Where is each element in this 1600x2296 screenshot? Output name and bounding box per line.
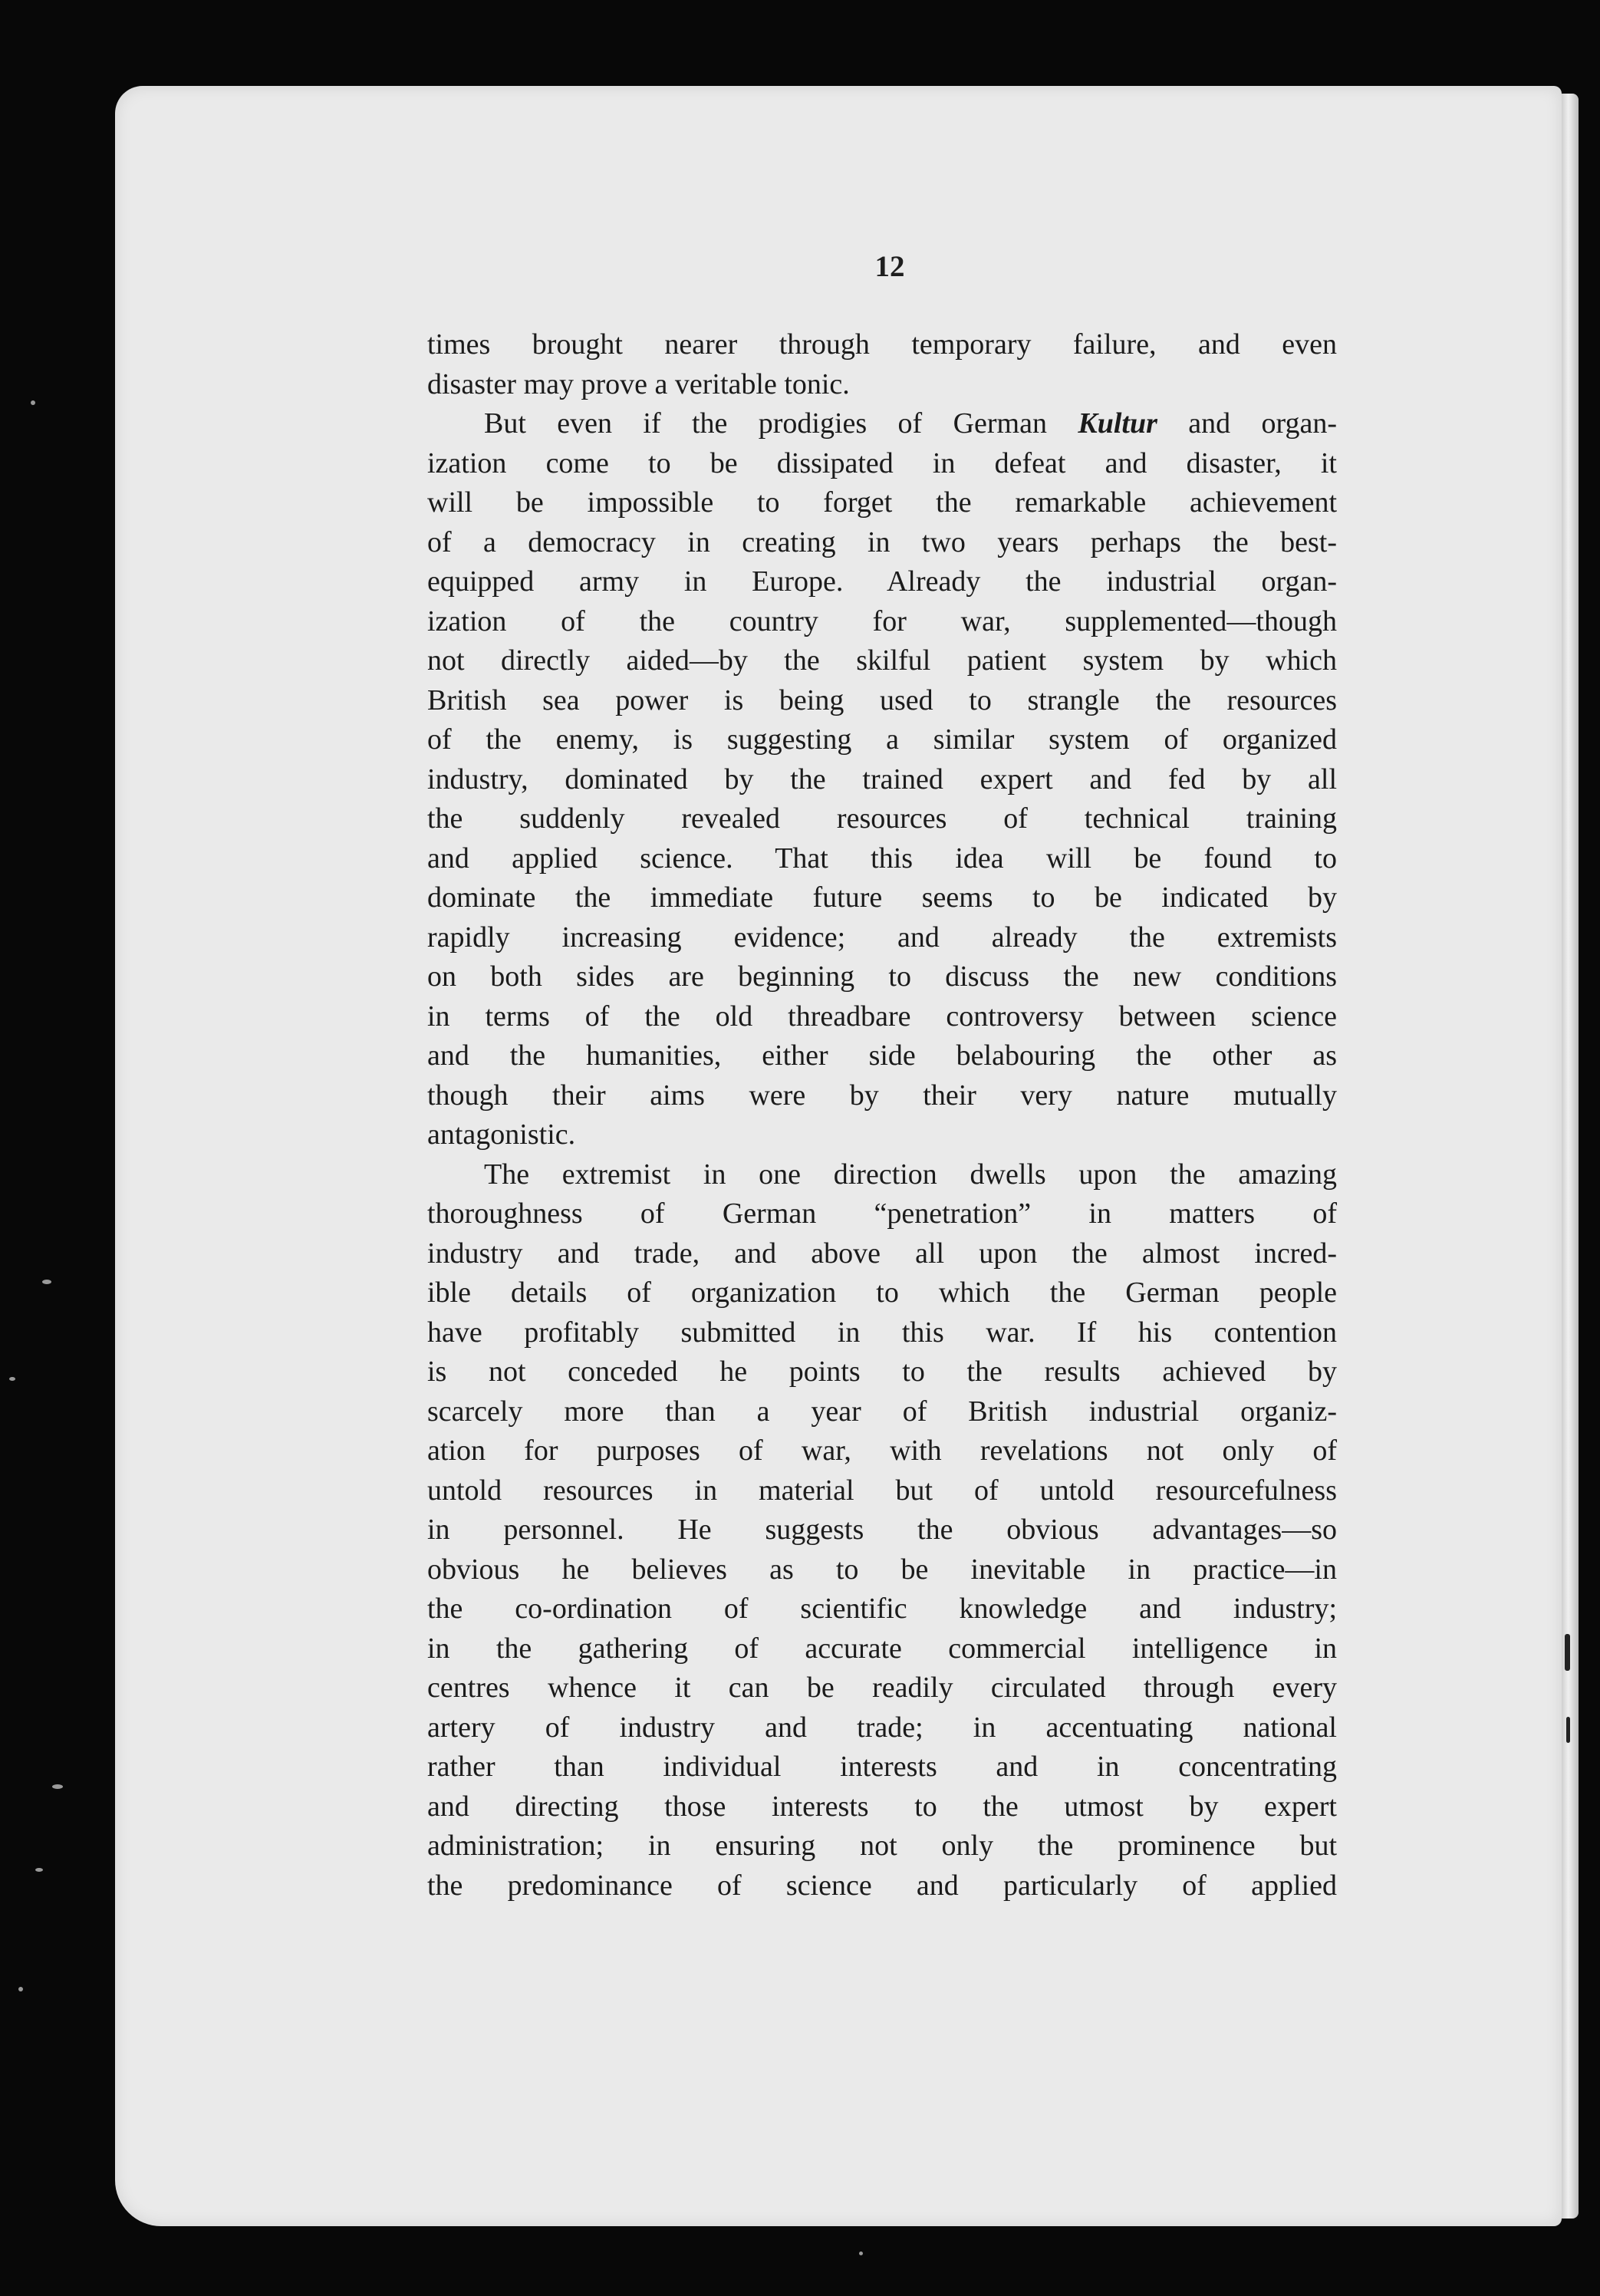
text-line: the predominance of science and particularly of applied <box>427 1869 1337 1902</box>
text-fragment: But even if the prodigies of German <box>484 407 1047 440</box>
text-line: untold resources in material but of untold resourcefulness <box>427 1474 1337 1507</box>
scan-speck <box>52 1784 63 1789</box>
text-line: will be impossible to forget the remarkable achievement <box>427 486 1337 519</box>
text-line: equipped army in Europe. Already the industrial organ- <box>427 565 1337 598</box>
text-line: of the enemy, is suggesting a similar system of organized <box>427 723 1337 756</box>
text-line: thoroughness of German “penetration” in matters of <box>427 1197 1337 1230</box>
text-line: obvious he believes as to be inevitable in practice—in <box>427 1553 1337 1586</box>
text-line: not directly aided—by the skilful patient system by which <box>427 644 1337 677</box>
scan-speck <box>35 1868 43 1872</box>
text-line: rather than individual interests and in concentrating <box>427 1751 1337 1783</box>
text-fragment: and organ- <box>1188 407 1337 440</box>
binding-mark <box>1566 1717 1570 1743</box>
text-line: in the gathering of accurate commercial intelligence in <box>427 1632 1337 1665</box>
text-line: of a democracy in creating in two years perhaps the best- <box>427 525 1337 558</box>
body-text <box>427 325 1337 1906</box>
page-number: 12 <box>874 250 905 283</box>
text-line: artery of industry and trade; in accentuating national <box>427 1711 1337 1744</box>
scan-speck <box>31 400 35 405</box>
text-line: the co-ordination of scientific knowledge and industry; <box>427 1593 1337 1625</box>
text-line <box>427 404 1337 444</box>
text-line: disaster may prove a veritable tonic. <box>427 367 850 400</box>
page-edge <box>1562 94 1579 2219</box>
text-line: on both sides are beginning to discuss the new conditions <box>427 960 1337 993</box>
text-line: and applied science. That this idea will be found to <box>427 842 1337 875</box>
text-line: in personnel. He suggests the obvious advantages—so <box>427 1514 1337 1546</box>
scan-speck <box>859 2252 863 2255</box>
text-line: British sea power is being used to strangle the resources <box>427 684 1337 716</box>
text-line: have profitably submitted in this war. If his contention <box>427 1316 1337 1349</box>
text-line: The extremist in one direction dwells upon the amazing <box>484 1158 1337 1191</box>
scan-speck <box>9 1377 15 1381</box>
scan-speck <box>42 1280 51 1284</box>
text-line: and directing those interests to the utmost by expert <box>427 1790 1337 1823</box>
text-line: though their aims were by their very nature mutually <box>427 1079 1337 1112</box>
text-line: rapidly increasing evidence; and already the extremists <box>427 921 1337 954</box>
text-line: scarcely more than a year of British industrial organiz- <box>427 1395 1337 1428</box>
text-line: and the humanities, either side belabouring the other as <box>427 1039 1337 1072</box>
text-line: industry and trade, and above all upon the almost incred- <box>427 1237 1337 1270</box>
text-line: ible details of organization to which the German people <box>427 1276 1337 1309</box>
text-line: in terms of the old threadbare controversy between science <box>427 1000 1337 1033</box>
text-line: ization come to be dissipated in defeat and disaster, it <box>427 446 1337 479</box>
text-line: the suddenly revealed resources of technical training <box>427 802 1337 835</box>
text-line: dominate the immediate future seems to be indicated by <box>427 881 1337 914</box>
binding-mark <box>1565 1634 1570 1671</box>
text-line: industry, dominated by the trained expert and fed by all <box>427 763 1337 796</box>
text-line: times brought nearer through temporary failure, and even <box>427 328 1337 361</box>
text-line: antagonistic. <box>427 1118 576 1151</box>
italic-word: Kultur <box>1078 407 1157 440</box>
text-line: ation for purposes of war, with revelations not only of <box>427 1435 1337 1467</box>
text-line: centres whence it can be readily circulated through every <box>427 1672 1337 1704</box>
text-line: is not conceded he points to the results achieved by <box>427 1356 1337 1388</box>
scan-speck <box>18 1987 23 1991</box>
text-line: ization of the country for war, supplemented—though <box>427 604 1337 637</box>
text-line: administration; in ensuring not only the prominence but <box>427 1830 1337 1862</box>
